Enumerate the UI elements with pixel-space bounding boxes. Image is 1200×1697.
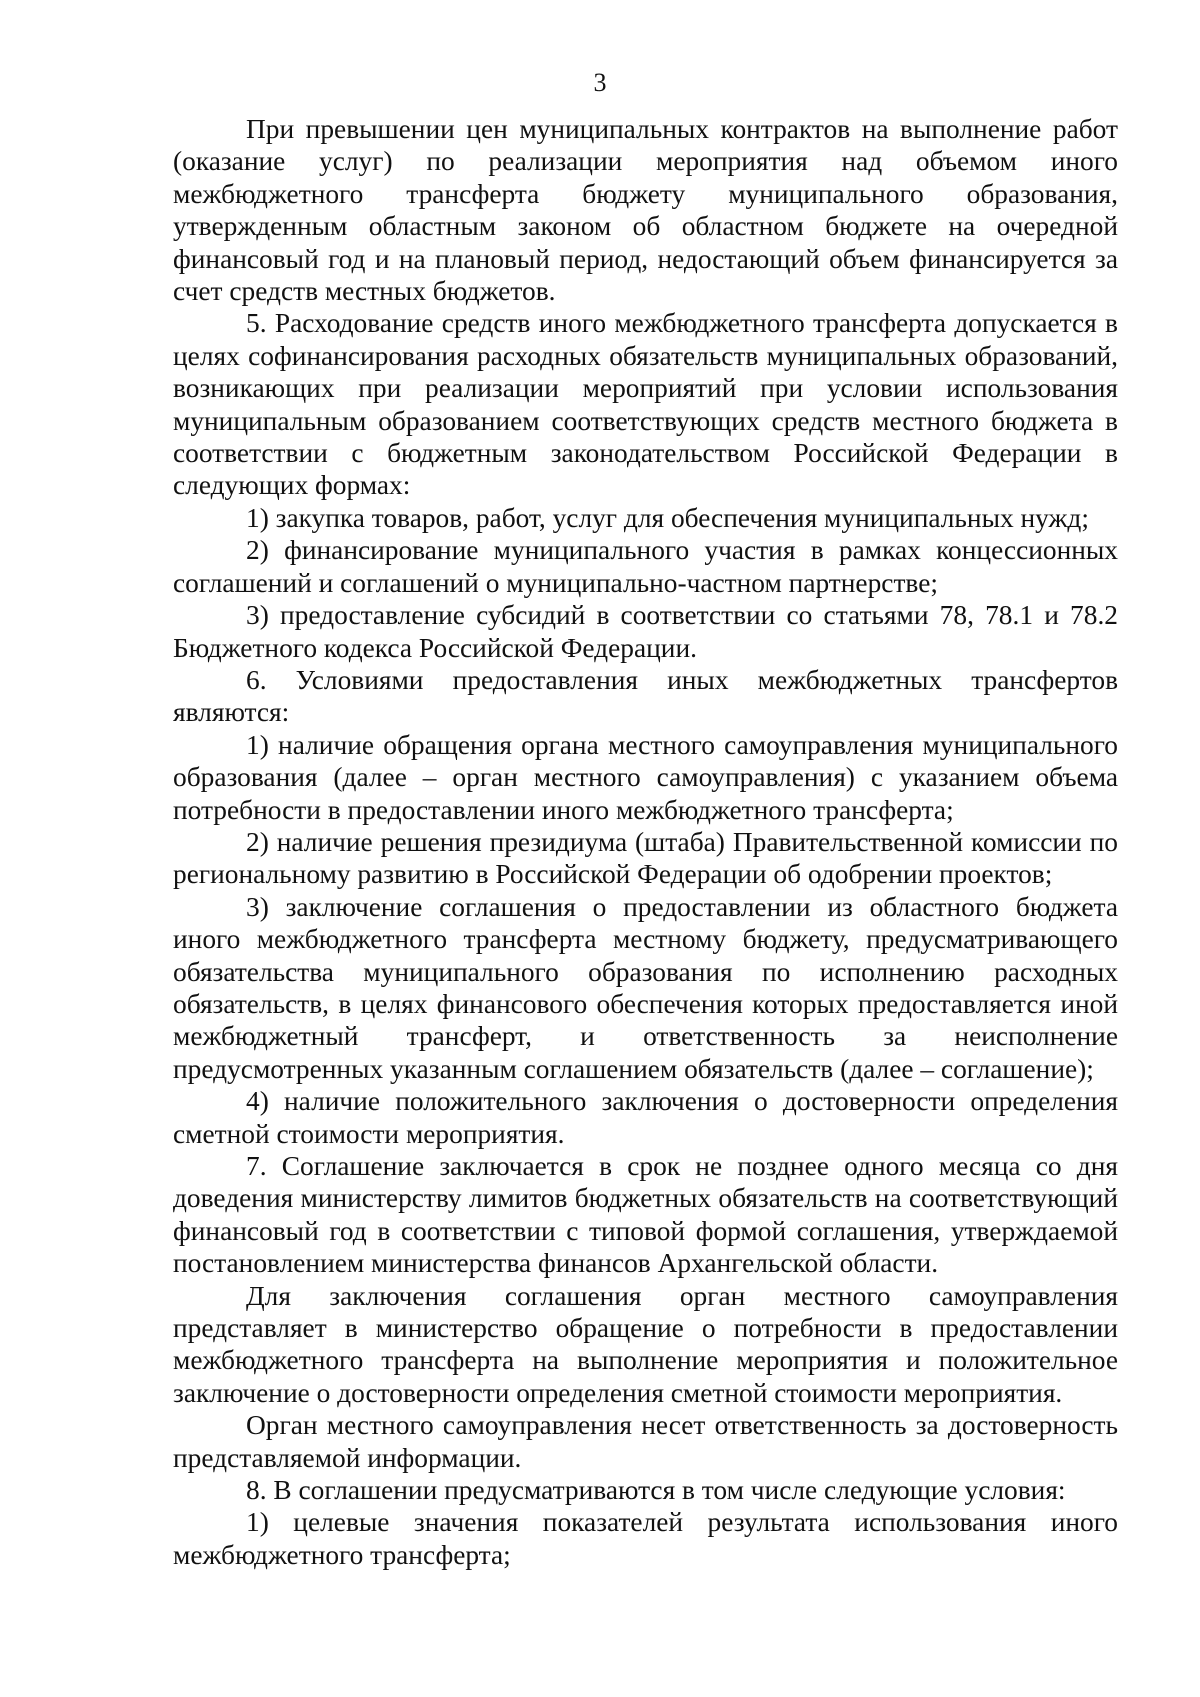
paragraph-item-8-1: 1) целевые значения показателей результата использования иного межбюджетного трансферта; [173, 1507, 1118, 1570]
paragraph-item-6: 6. Условиями предоставления иных межбюджетных трансфертов являются: [173, 664, 1118, 728]
paragraph-item-7: 7. Соглашение заключается в срок не позднее одного месяца со дня доведения министерству лимитов бюджетных обязательств на соответствующий финансовый год в соответствии с типовой формой соглашения, утверждаемой постановлением министерства финансов Архангельской области. [173, 1151, 1118, 1279]
paragraph-responsibility: Орган местного самоуправления несет ответственность за достоверность представляемой информации. [173, 1410, 1118, 1473]
paragraph-item-5: 5. Расходование средств иного межбюджетного трансферта допускается в целях софинансирования расходных обязательств муниципальных образований, возникающих при реализации мероприятий при условии использования муниципальным образованием соответствующих средств местного бюджета в соответствии с бюджетным законодательством Российской Федерации в следующих формах: [173, 308, 1118, 501]
paragraph-agreement-request: Для заключения соглашения орган местного самоуправления представляет в министерство обращение о потребности в предоставлении межбюджетного трансферта на выполнение мероприятия и положительное заключение о достоверности определения сметной стоимости мероприятия. [173, 1280, 1118, 1408]
paragraph-item-5-2: 2) финансирование муниципального участия в рамках концессионных соглашений и соглашений о муниципально-частном партнерстве; [173, 535, 1118, 598]
paragraph-item-5-1: 1) закупка товаров, работ, услуг для обеспечения муниципальных нужд; [246, 502, 1089, 533]
paragraph-item-6-3: 3) заключение соглашения о предоставлении из областного бюджета иного межбюджетного трансферта местному бюджету, предусматривающего обязательства муниципального образования по исполнению расходных обязательств, в целях финансового обеспечения которых предоставляется иной межбюджетный трансферт, и ответственность за неисполнение предусмотренных указанным соглашением обязательств (далее – соглашение); [173, 891, 1118, 1084]
paragraph-item-6-2: 2) наличие решения президиума (штаба) Правительственной комиссии по региональному развитию в Российской Федерации об одобрении проектов; [173, 826, 1118, 890]
document-body [173, 113, 1118, 1571]
paragraph-cost-excess: При превышении цен муниципальных контрактов на выполнение работ (оказание услуг) по реализации мероприятия над объемом иного межбюджетного трансферта бюджету муниципального образования, утвержденным областным законом об областном бюджете на очередной финансовый год и на плановый период, недостающий объем финансируется за счет средств местных бюджетов. [173, 114, 1118, 307]
paragraph-item-6-1: 1) наличие обращения органа местного самоуправления муниципального образования (далее – орган местного самоуправления) с указанием объема потребности в предоставлении иного межбюджетного трансферта; [173, 729, 1118, 825]
paragraph-item-5-3: 3) предоставление субсидий в соответствии со статьями 78, 78.1 и 78.2 Бюджетного кодекса Российской Федерации. [173, 600, 1118, 663]
paragraph-item-8: 8. В соглашении предусматриваются в том числе следующие условия: [246, 1475, 1066, 1506]
paragraph-item-6-4: 4) наличие положительного заключения о достоверности определения сметной стоимости мероприятия. [173, 1086, 1118, 1149]
page-number: 3 [593, 68, 607, 97]
